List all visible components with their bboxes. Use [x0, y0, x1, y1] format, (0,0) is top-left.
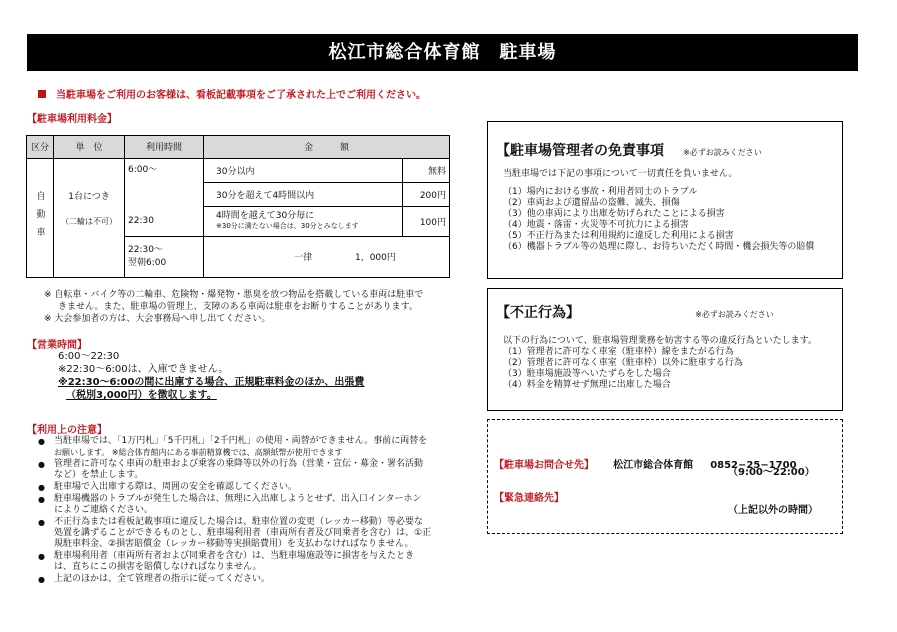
time-end: 22:30: [125, 206, 204, 236]
fraud-item: （1）管理者に許可なく車室（駐車枠）線をまたがる行為: [503, 347, 734, 357]
usage-item: [32, 459, 462, 481]
emergency-label: 【緊急連絡先】: [494, 493, 564, 504]
contact-box: [487, 419, 843, 534]
usage-line: は、直ちにこの損害を賠償しなければなりません。: [54, 562, 262, 572]
usage-line: ● 駐車場機器のトラブルが発生した場合は、無理に入出庫しようとせず、出入口インターホン: [54, 494, 422, 504]
disclaimer-box: [487, 121, 843, 279]
fraud-lead: 以下の行為について、駐車場管理業務を妨害する等の違反行為といたします。: [503, 336, 817, 346]
usage-line: など）を禁止します。: [54, 470, 144, 480]
hours-main: 6:00〜22:30: [58, 351, 120, 362]
fee-heading: 【駐車場利用料金】: [27, 114, 117, 125]
unit-main: 1台につき: [68, 191, 110, 202]
disclaimer-must-read: ※必ずお読みください: [683, 148, 762, 157]
usage-item: [32, 482, 462, 493]
unit-spacer: [54, 257, 125, 278]
disclaimer-item: （1）場内における事故・利用者同士のトラブル: [503, 187, 698, 197]
usage-line: 規駐車料金、②損害賠償金（レッカー移動等実損賠費用）を支払わなければなりません。: [54, 539, 414, 549]
usage-line: ● 駐車場利用者（車両所有者および同乗者を含む）は、当駐車場施設等に損害を与えたとき: [54, 551, 415, 561]
note-line: ※ 自転車・バイク等の二輪車、危険物・爆発物・悪臭を放つ物品を搭載している車両は駐車で: [44, 290, 424, 300]
category-cell: [27, 158, 54, 277]
hours-fee: （税別3,000円）を徴収します。: [66, 390, 217, 401]
disclaimer-item: （4）地震・落雷・火災等不可抗力による損害: [503, 220, 689, 230]
usage-line: お願いします。 ※総合体育館内にある事前精算機では、高額紙幣が使用できます: [54, 448, 343, 457]
usage-item: [32, 494, 462, 516]
disclaimer-list: [503, 187, 814, 253]
fee-price: 200円: [403, 182, 450, 206]
usage-item: [32, 551, 462, 573]
time-spacer: [125, 182, 204, 206]
usage-line: ● 駐車場で入出庫する際は、周囲の安全を確認してください。: [54, 482, 298, 492]
fraud-title: 【不正行為】: [496, 305, 580, 321]
fraud-must-read: ※必ずお読みください: [695, 310, 774, 319]
fee-desc-cell: [204, 206, 403, 236]
night-time-start: 22:30〜: [128, 244, 163, 255]
usage-list: [32, 436, 462, 586]
usage-item: [32, 436, 462, 458]
header-unit: 単 位: [54, 136, 125, 159]
unit-sub: （二輪は不可）: [61, 216, 117, 226]
fee-desc: 30分を超えて4時間以内: [204, 182, 403, 206]
disclaimer-item: （3）他の車両により出庫を妨げられたことによる損害: [503, 209, 725, 219]
night-time-end: 翌朝6:00: [128, 257, 167, 268]
fee-table: [26, 135, 450, 278]
intro-notice: [38, 89, 426, 102]
contact-phone-hours: （9:00〜22:00）: [728, 467, 815, 478]
flat-fee-cell: [204, 236, 450, 277]
disclaimer-item: （2）車両および遺留品の盗難、滅失、損傷: [503, 198, 680, 208]
unit-cell: [54, 158, 125, 256]
time-start: 6:00〜: [125, 158, 204, 182]
usage-line: ● 上記のほかは、全て管理者の指示に従ってください。: [54, 574, 271, 584]
usage-line: ● 不正行為または看板記載事項に違反した場合は、駐車位置の変更（レッカー移動）等必要な: [54, 517, 423, 527]
night-time-cell: [125, 236, 204, 277]
fee-row: [27, 158, 450, 182]
header-category: 区分: [27, 136, 54, 159]
hours-warning: ※22:30〜6:00の間に出庫する場合、正規駐車料金のほか、出張費: [58, 377, 365, 388]
note-line: きません。また、駐車場の管理上、支障のある車両は駐車をお断りすることがあります。: [58, 302, 418, 312]
fee-desc-note: ※30分に満たない場合は、30分とみなします: [216, 222, 359, 231]
usage-item: [32, 574, 462, 585]
header-amount: 金 額: [204, 136, 450, 159]
flat-label: 一律: [294, 253, 313, 264]
disclaimer-item: （6）機器トラブル等の処理に際し、お待ちいただく時間・機会損失等の賠償: [503, 242, 815, 252]
square-bullet-icon: [38, 90, 46, 98]
usage-line: ● 当駐車場では、「1万円札」「5千円札」「2千円札」の使用・両替ができません。事前に両替を: [54, 436, 428, 446]
usage-line: ● 管理者に許可なく車両の駐車および乗客の乗降等以外の行為（営業・宣伝・募金・署名活動: [54, 459, 424, 469]
fraud-box: [487, 288, 843, 411]
intro-text: 当駐車場をご利用のお客様は、看板記載事項をご了承された上でご利用ください。: [56, 90, 426, 101]
fraud-item: （2）管理者に許可なく車室（駐車枠）以外に駐車する行為: [503, 358, 743, 368]
hours-heading: 【営業時間】: [27, 340, 87, 351]
usage-heading: 【利用上の注意】: [27, 425, 107, 436]
fraud-item: （4）料金を精算せず無理に出庫した場合: [503, 380, 671, 390]
contact-phone: 0852−25−1700: [710, 460, 797, 471]
note-line: ※ 大会参加者の方は、大会事務局へ申し出てください。: [44, 314, 271, 324]
fee-desc: 4時間を越えて30分毎に: [216, 211, 315, 222]
hours-note: ※22:30〜6:00は、入庫できません。: [58, 364, 229, 375]
fee-desc: 30分以内: [204, 158, 403, 182]
usage-line: によりご連絡ください。: [54, 505, 154, 515]
usage-line: 処置を講ずることができるものとし、駐車場利用者（車両所有者及び同乗者を含む）は、①正: [54, 528, 432, 538]
notes-block: [44, 289, 423, 325]
fraud-item: （3）駐車場施設等へいたずらをした場合: [503, 369, 671, 379]
fee-price: 100円: [403, 206, 450, 236]
disclaimer-title: 【駐車場管理者の免責事項: [496, 143, 664, 159]
usage-item: [32, 517, 462, 550]
disclaimer-item: （5）不正行為または利用規約に違反した利用による損害: [503, 231, 734, 241]
emergency-note: （上記以外の時間）: [728, 505, 818, 516]
category-label: 自動車: [34, 190, 45, 245]
header-time: 利用時間: [125, 136, 204, 159]
disclaimer-title-row: [496, 140, 762, 160]
flat-price: 1，000円: [354, 253, 396, 264]
fee-table-header: [27, 136, 450, 159]
fee-price: 無料: [403, 158, 450, 182]
contact-name: 松江市総合体育館: [613, 460, 694, 471]
page-title: 松江市総合体育館 駐車場: [27, 34, 858, 71]
contact-label: 【駐車場お問合せ先】: [494, 460, 594, 471]
fraud-list: [503, 336, 817, 391]
hours-block: [58, 350, 364, 402]
disclaimer-lead: 当駐車場では下記の事項について一切責任を負いません。: [503, 169, 738, 179]
fraud-title-row: [496, 302, 774, 322]
